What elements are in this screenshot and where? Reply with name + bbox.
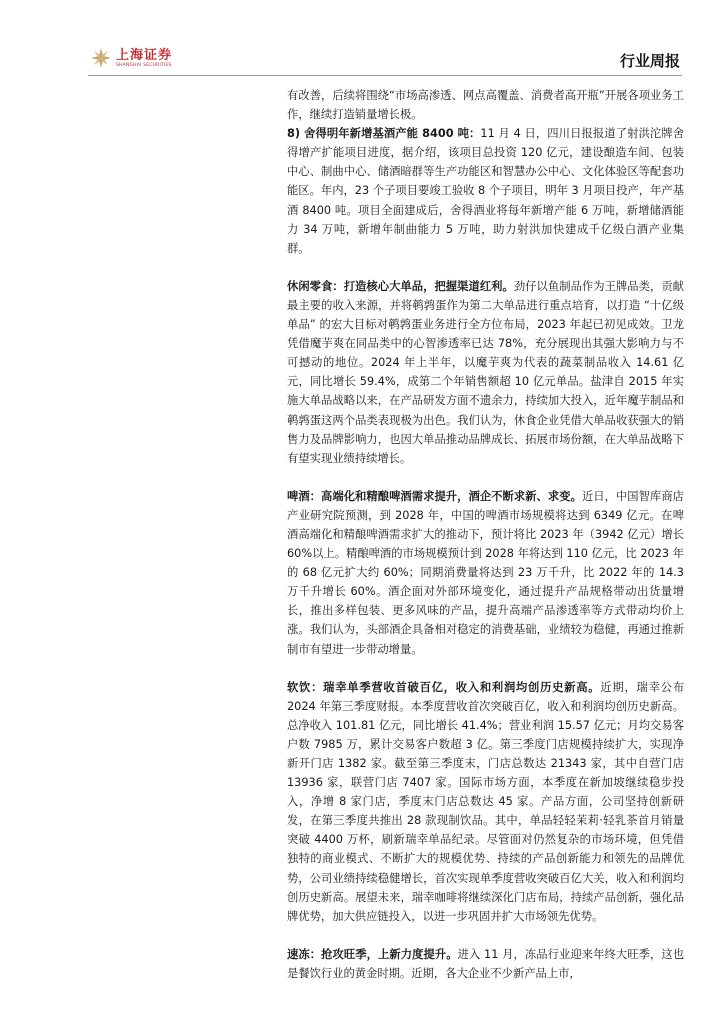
paragraph-item8: [287, 124, 684, 258]
paragraph-text: 进入 11 月，冻品行业迎来年终大旺季，这也是餐饮行业的黄金时期。近期，各大企业不少新产品上市，: [287, 947, 684, 980]
header-divider: [88, 75, 682, 76]
paragraph-beer: [287, 487, 684, 659]
logo-name-cn: 上海证券: [116, 47, 173, 63]
paragraph-heading: 速冻：抢攻旺季，上新力度提升。: [287, 947, 458, 961]
paragraph-softdrinks: [287, 678, 684, 926]
paragraph-text: 近期，瑞幸公布 2024 年第三季度财报。本季度营收首次突破百亿，收入和利润均创历史新高。总净收入 101.81 亿元，同比增长 41.4%；营业利润 15.57 亿元；月均交易客户数 7985 万，累计交易客户数超 3 亿。第三季度门店规模持续扩大，实现净新开门店 1382 家。截至第三季度末，门店总数达 21343 家，其中自营门店 13936 家，联营门店 7407 家。国际市场方面，本季度在新加坡继续稳步投入，净增 8 家门店，季度末门店总数达 45 家。产品方面，公司坚持创新研发，在第三季度共推出 28 款现制饮品。其中，单品轻轻茉莉·轻乳茶首月销量突破 4400 万杯，刷新瑞幸单品纪录。尽管面对仍然复杂的市场环境，但凭借独特的商业模式、不断扩大的规模优势、持续的产品创新能力和领先的品牌优势，公司业绩持续稳健增长，首次实现单季度营收突破百亿大关，收入和利润均创历史新高。展望未来，瑞幸咖啡将继续深化门店布局，持续产品创新，强化品牌优势，加大供应链投入，以进一步巩固并扩大市场领先优势。: [287, 680, 684, 923]
paragraph-heading: 8) 舍得明年新增基酒产能 8400 吨：: [287, 127, 481, 141]
report-type-title: 行业周报: [619, 52, 680, 70]
paragraph-heading: 软饮：瑞幸单季营收首破百亿，收入和利润均创历史新高。: [287, 680, 601, 694]
paragraph-heading: 休闲零食：打造核心大单品，把握渠道红利。: [287, 279, 514, 293]
paragraph-intro: [287, 86, 684, 124]
paragraph-frozen: [287, 945, 684, 983]
report-body: [287, 86, 684, 983]
paragraph-text: 近日，中国智库商店产业研究院预测，到 2028 年，中国的啤酒市场规模将达到 6349 亿元。在啤酒高端化和精酿啤酒需求扩大的推动下，预计将比 2023 年（3942 亿元）增长 60%以上。精酿啤酒的市场规模预计到 2028 年将达到 110 亿元，比 2023 年的 68 亿元扩大约 60%；同期消费量将达到 23 万千升，比 2022 年的 14.3 万千升增长 60%。酒企面对外部环境变化，通过提升产品规格带动出货量增长，推出多样包装、更多风味的产品，提升高端产品渗透率等方式带动均价上涨。我们认为，头部酒企具备相对稳定的消费基础，业绩较为稳健，再通过推新制市有望进一步带动增量。: [287, 489, 684, 656]
logo-name-en: SHANGHAI SECURITIES: [116, 62, 172, 68]
logo-emblem-icon: [90, 47, 112, 69]
paragraph-heading: 啤酒：高端化和精酿啤酒需求提升，酒企不断求新、求变。: [287, 489, 582, 503]
page-header: [0, 0, 724, 84]
company-logo: [90, 47, 172, 69]
paragraph-text: 劲仔以鱼制品作为王牌品类，贡献最主要的收入来源，并将鹌鹑蛋作为第二大单品进行重点培育，以打造 “十亿级单品” 的宏大目标对鹌鹑蛋业务进行全方位布局，2023 年起已初见成效。卫龙凭借魔芋爽在同品类中的心智渗透率已达 78%，充分展现出其强大影响力与不可撼动的地位。2024 年上半年，以魔芋爽为代表的蔬菜制品收入 14.61 亿元，同比增长 59.4%，成第二个年销售额超 10 亿元单品。盐津自 2015 年实施大单品战略以来，在产品研发方面不遗余力，持续加大投入，近年魔芋制品和鹌鹑蛋这两个品类表现极为出色。我们认为，休食企业凭借大单品收获强大的销售力及品牌影响力，也因大单品推动品牌成长、拓展市场份额，在大单品战略下有望实现业绩持续增长。: [287, 279, 684, 465]
paragraph-text: 11 月 4 日，四川日报报道了射洪沱牌舍得增产扩能项目进度，据介绍，该项目总投资 120 亿元，建设酿造车间、包装中心、制曲中心、储酒暗群等生产功能区和智慧办公中心、文化体验区等配套功能区。年内，23 个子项目要竣工验收 8 个子项目，明年 3 月项目投产，年产基酒 8400 吨。项目全面建成后，舍得酒业将每年新增产能 6 万吨，新增储酒能力 34 万吨，新增年制曲能力 5 万吨，助力射洪加快建成千亿级白酒产业集群。: [287, 127, 685, 255]
paragraph-text: 有改善，后续将围绕“市场高渗透、网点高覆盖、消费者高开瓶”开展各项业务工作，继续打造销量增长极。: [287, 89, 684, 122]
paragraph-snacks: [287, 277, 684, 468]
